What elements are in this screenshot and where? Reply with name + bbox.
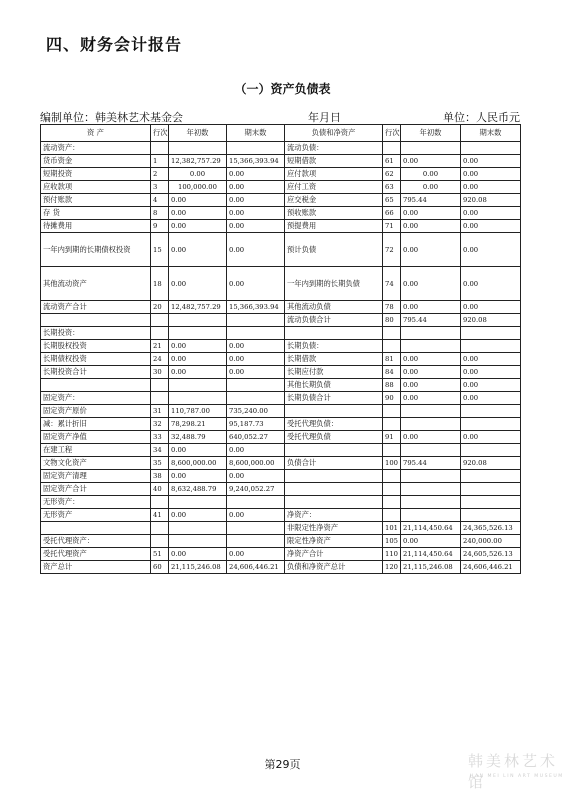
asset-line-no: 41 xyxy=(151,509,169,522)
table-header-row xyxy=(41,125,521,142)
liability-item xyxy=(285,470,383,483)
liability-end-value xyxy=(461,483,521,496)
liability-end-value: 920.08 xyxy=(461,314,521,327)
liability-line-no xyxy=(383,509,401,522)
liability-line-no: 62 xyxy=(383,168,401,181)
asset-item: 预付账款 xyxy=(41,194,151,207)
asset-item: 货币资金 xyxy=(41,155,151,168)
table-row xyxy=(41,444,521,457)
asset-end-value: 0.00 xyxy=(227,366,285,379)
liability-end-value: 0.00 xyxy=(461,267,521,301)
liability-begin-value xyxy=(401,418,461,431)
asset-item: 待摊费用 xyxy=(41,220,151,233)
asset-line-no xyxy=(151,392,169,405)
table-row xyxy=(41,405,521,418)
liability-begin-value: 795.44 xyxy=(401,457,461,470)
liability-line-no xyxy=(383,470,401,483)
header-liabilities: 负债和净资产 xyxy=(285,125,383,142)
liability-end-value: 0.00 xyxy=(461,207,521,220)
asset-end-value: 9,240,052.27 xyxy=(227,483,285,496)
asset-end-value xyxy=(227,392,285,405)
liability-end-value: 920.08 xyxy=(461,194,521,207)
asset-item: 受托代理资产 xyxy=(41,548,151,561)
liability-end-value: 0.00 xyxy=(461,181,521,194)
asset-begin-value: 0.00 xyxy=(169,220,227,233)
liability-line-no xyxy=(383,142,401,155)
asset-item: 减：累计折旧 xyxy=(41,418,151,431)
asset-item: 流动资产： xyxy=(41,142,151,155)
liability-end-value xyxy=(461,509,521,522)
liability-begin-value: 795.44 xyxy=(401,194,461,207)
asset-item: 短期投资 xyxy=(41,168,151,181)
page-number: 第29页 xyxy=(264,758,301,771)
asset-end-value: 95,187.73 xyxy=(227,418,285,431)
liability-begin-value: 0.00 xyxy=(401,392,461,405)
asset-line-no: 3 xyxy=(151,181,169,194)
liability-begin-value: 0.00 xyxy=(401,431,461,444)
asset-end-value: 0.00 xyxy=(227,340,285,353)
asset-item: 流动资产合计 xyxy=(41,301,151,314)
liability-line-no: 105 xyxy=(383,535,401,548)
asset-begin-value xyxy=(169,535,227,548)
table-row xyxy=(41,483,521,496)
asset-item: 资产总计 xyxy=(41,561,151,574)
liability-line-no: 91 xyxy=(383,431,401,444)
table-row xyxy=(41,220,521,233)
asset-begin-value xyxy=(169,327,227,340)
liability-end-value xyxy=(461,142,521,155)
asset-begin-value: 0.00 xyxy=(169,548,227,561)
liability-line-no: 63 xyxy=(383,181,401,194)
liability-line-no: 100 xyxy=(383,457,401,470)
liability-item: 长期负债合计 xyxy=(285,392,383,405)
asset-end-value: 0.00 xyxy=(227,548,285,561)
liability-line-no xyxy=(383,496,401,509)
table-row xyxy=(41,142,521,155)
liability-begin-value xyxy=(401,483,461,496)
asset-begin-value: 0.00 xyxy=(169,233,227,267)
liability-begin-value: 21,114,450.64 xyxy=(401,548,461,561)
asset-item: 固定资产净值 xyxy=(41,431,151,444)
liability-item: 应交税金 xyxy=(285,194,383,207)
asset-line-no: 34 xyxy=(151,444,169,457)
liability-item xyxy=(285,496,383,509)
asset-line-no: 2 xyxy=(151,168,169,181)
asset-end-value: 0.00 xyxy=(227,233,285,267)
liability-line-no: 101 xyxy=(383,522,401,535)
asset-begin-value: 0.00 xyxy=(169,168,227,181)
liability-item: 净资产合计 xyxy=(285,548,383,561)
asset-begin-value: 8,632,488.79 xyxy=(169,483,227,496)
asset-item: 固定资产清理 xyxy=(41,470,151,483)
watermark-text: 韩美林艺术馆 xyxy=(468,752,559,791)
museum-watermark xyxy=(468,750,564,791)
liability-line-no xyxy=(383,444,401,457)
asset-begin-value: 0.00 xyxy=(169,444,227,457)
liability-begin-value: 0.00 xyxy=(401,366,461,379)
liability-end-value: 0.00 xyxy=(461,168,521,181)
asset-begin-value: 12,382,757.29 xyxy=(169,155,227,168)
liability-end-value xyxy=(461,327,521,340)
liability-line-no: 84 xyxy=(383,366,401,379)
liability-item: 应付工资 xyxy=(285,181,383,194)
liability-end-value: 24,606,446.21 xyxy=(461,561,521,574)
liability-item: 长期应付款 xyxy=(285,366,383,379)
liability-begin-value xyxy=(401,496,461,509)
header-begin-balance: 年初数 xyxy=(169,125,227,142)
asset-end-value xyxy=(227,327,285,340)
liability-begin-value: 0.00 xyxy=(401,233,461,267)
asset-end-value: 0.00 xyxy=(227,353,285,366)
asset-item: 无形资产： xyxy=(41,496,151,509)
liability-begin-value xyxy=(401,142,461,155)
asset-end-value: 0.00 xyxy=(227,267,285,301)
liability-begin-value: 0.00 xyxy=(401,181,461,194)
asset-item: 固定资产原价 xyxy=(41,405,151,418)
asset-end-value: 735,240.00 xyxy=(227,405,285,418)
asset-item: 无形资产 xyxy=(41,509,151,522)
asset-line-no: 51 xyxy=(151,548,169,561)
asset-item xyxy=(41,522,151,535)
liability-item xyxy=(285,444,383,457)
asset-item: 长期投资合计 xyxy=(41,366,151,379)
liability-item: 负债和净资产总计 xyxy=(285,561,383,574)
liability-end-value: 240,000.00 xyxy=(461,535,521,548)
asset-line-no xyxy=(151,314,169,327)
liability-begin-value xyxy=(401,444,461,457)
liability-begin-value: 0.00 xyxy=(401,267,461,301)
table-row xyxy=(41,314,521,327)
liability-item: 流动负债合计 xyxy=(285,314,383,327)
liability-line-no: 65 xyxy=(383,194,401,207)
liability-begin-value: 0.00 xyxy=(401,155,461,168)
asset-begin-value xyxy=(169,392,227,405)
liability-item: 一年内到期的长期负债 xyxy=(285,267,383,301)
table-row xyxy=(41,340,521,353)
balance-sheet-body xyxy=(41,142,521,574)
liability-begin-value: 0.00 xyxy=(401,353,461,366)
liability-end-value: 24,605,526.13 xyxy=(461,548,521,561)
asset-end-value: 0.00 xyxy=(227,444,285,457)
org-label: 编制单位：韩美林艺术基金会 xyxy=(40,111,183,124)
section-title: 四、财务会计报告 xyxy=(46,35,183,54)
report-meta-line xyxy=(40,109,520,123)
balance-sheet-table xyxy=(40,124,521,574)
liability-line-no: 71 xyxy=(383,220,401,233)
header-assets: 资 产 xyxy=(41,125,151,142)
table-row xyxy=(41,418,521,431)
asset-line-no: 15 xyxy=(151,233,169,267)
header-end-balance: 期末数 xyxy=(227,125,285,142)
asset-line-no: 35 xyxy=(151,457,169,470)
asset-item: 存 货 xyxy=(41,207,151,220)
liability-begin-value: 21,114,450.64 xyxy=(401,522,461,535)
asset-begin-value: 0.00 xyxy=(169,470,227,483)
asset-item xyxy=(41,314,151,327)
asset-begin-value: 78,298.21 xyxy=(169,418,227,431)
asset-line-no: 20 xyxy=(151,301,169,314)
liability-line-no: 61 xyxy=(383,155,401,168)
table-row xyxy=(41,267,521,301)
table-row xyxy=(41,181,521,194)
asset-line-no: 24 xyxy=(151,353,169,366)
asset-item: 固定资产合计 xyxy=(41,483,151,496)
liability-begin-value xyxy=(401,470,461,483)
liability-end-value: 0.00 xyxy=(461,379,521,392)
asset-line-no: 1 xyxy=(151,155,169,168)
liability-item: 预计负债 xyxy=(285,233,383,267)
liability-end-value xyxy=(461,496,521,509)
asset-line-no: 40 xyxy=(151,483,169,496)
liability-end-value: 0.00 xyxy=(461,431,521,444)
asset-item: 长期投资： xyxy=(41,327,151,340)
asset-item: 应收款项 xyxy=(41,181,151,194)
liability-item: 净资产： xyxy=(285,509,383,522)
liability-item: 流动负债： xyxy=(285,142,383,155)
asset-end-value xyxy=(227,142,285,155)
liability-begin-value xyxy=(401,340,461,353)
liability-item xyxy=(285,483,383,496)
liability-item xyxy=(285,327,383,340)
asset-begin-value xyxy=(169,142,227,155)
asset-line-no: 60 xyxy=(151,561,169,574)
header-end-balance: 期末数 xyxy=(461,125,521,142)
asset-begin-value: 0.00 xyxy=(169,267,227,301)
asset-end-value: 640,052.27 xyxy=(227,431,285,444)
liability-end-value xyxy=(461,418,521,431)
asset-line-no xyxy=(151,496,169,509)
liability-line-no: 88 xyxy=(383,379,401,392)
table-row xyxy=(41,457,521,470)
liability-line-no xyxy=(383,405,401,418)
liability-item xyxy=(285,405,383,418)
liability-item: 短期借款 xyxy=(285,155,383,168)
asset-end-value xyxy=(227,314,285,327)
liability-end-value xyxy=(461,405,521,418)
asset-begin-value: 0.00 xyxy=(169,509,227,522)
liability-begin-value: 795.44 xyxy=(401,314,461,327)
liability-item: 长期负债： xyxy=(285,340,383,353)
asset-line-no: 21 xyxy=(151,340,169,353)
asset-end-value: 0.00 xyxy=(227,220,285,233)
asset-line-no: 8 xyxy=(151,207,169,220)
asset-line-no xyxy=(151,327,169,340)
table-row xyxy=(41,509,521,522)
table-row xyxy=(41,301,521,314)
watermark-subtext: HAN MEI LIN ART MUSEUM xyxy=(470,774,564,779)
table-row xyxy=(41,392,521,405)
liability-end-value: 24,365,526.13 xyxy=(461,522,521,535)
asset-begin-value: 0.00 xyxy=(169,340,227,353)
liability-end-value: 0.00 xyxy=(461,220,521,233)
table-row xyxy=(41,233,521,267)
liability-begin-value: 0.00 xyxy=(401,301,461,314)
liability-end-value: 920.08 xyxy=(461,457,521,470)
table-row xyxy=(41,379,521,392)
table-row xyxy=(41,207,521,220)
liability-begin-value: 21,115,246.08 xyxy=(401,561,461,574)
asset-item: 在建工程 xyxy=(41,444,151,457)
asset-item: 文物文化资产 xyxy=(41,457,151,470)
liability-line-no: 72 xyxy=(383,233,401,267)
liability-line-no xyxy=(383,340,401,353)
asset-item: 其他流动资产 xyxy=(41,267,151,301)
liability-item: 受托代理负债： xyxy=(285,418,383,431)
table-row xyxy=(41,470,521,483)
asset-end-value: 15,366,393.94 xyxy=(227,301,285,314)
asset-begin-value: 21,115,246.08 xyxy=(169,561,227,574)
asset-line-no: 30 xyxy=(151,366,169,379)
asset-line-no xyxy=(151,379,169,392)
asset-item: 一年内到期的长期债权投资 xyxy=(41,233,151,267)
liability-end-value xyxy=(461,470,521,483)
asset-end-value: 0.00 xyxy=(227,181,285,194)
asset-end-value xyxy=(227,496,285,509)
asset-item: 长期股权投资 xyxy=(41,340,151,353)
table-row xyxy=(41,535,521,548)
asset-end-value: 8,600,000.00 xyxy=(227,457,285,470)
asset-line-no: 32 xyxy=(151,418,169,431)
liability-end-value xyxy=(461,340,521,353)
table-row xyxy=(41,194,521,207)
liability-line-no: 66 xyxy=(383,207,401,220)
liability-item: 非限定性净资产 xyxy=(285,522,383,535)
liability-line-no xyxy=(383,327,401,340)
asset-begin-value: 0.00 xyxy=(169,207,227,220)
table-row xyxy=(41,561,521,574)
liability-begin-value xyxy=(401,405,461,418)
table-row xyxy=(41,353,521,366)
liability-item: 其他流动负债 xyxy=(285,301,383,314)
header-begin-balance: 年初数 xyxy=(401,125,461,142)
liability-item: 预收账款 xyxy=(285,207,383,220)
asset-end-value: 0.00 xyxy=(227,509,285,522)
header-line-no: 行次 xyxy=(383,125,401,142)
table-row xyxy=(41,155,521,168)
asset-end-value: 0.00 xyxy=(227,168,285,181)
liability-end-value: 0.00 xyxy=(461,353,521,366)
asset-item: 受托代理资产： xyxy=(41,535,151,548)
asset-end-value xyxy=(227,379,285,392)
liability-line-no: 74 xyxy=(383,267,401,301)
liability-end-value: 0.00 xyxy=(461,233,521,267)
liability-end-value: 0.00 xyxy=(461,392,521,405)
asset-line-no xyxy=(151,535,169,548)
table-row xyxy=(41,522,521,535)
date-label: 年月日 xyxy=(308,111,341,124)
liability-begin-value: 0.00 xyxy=(401,207,461,220)
asset-begin-value: 0.00 xyxy=(169,366,227,379)
asset-item xyxy=(41,379,151,392)
table-row xyxy=(41,431,521,444)
liability-line-no: 110 xyxy=(383,548,401,561)
asset-begin-value: 12,482,757.29 xyxy=(169,301,227,314)
liability-item: 长期借款 xyxy=(285,353,383,366)
liability-line-no xyxy=(383,483,401,496)
liability-item: 其他长期负债 xyxy=(285,379,383,392)
asset-line-no: 4 xyxy=(151,194,169,207)
liability-item: 应付款项 xyxy=(285,168,383,181)
asset-begin-value: 8,600,000.00 xyxy=(169,457,227,470)
table-row xyxy=(41,366,521,379)
asset-line-no xyxy=(151,522,169,535)
liability-begin-value: 0.00 xyxy=(401,379,461,392)
asset-end-value: 0.00 xyxy=(227,470,285,483)
liability-line-no: 81 xyxy=(383,353,401,366)
asset-begin-value xyxy=(169,314,227,327)
asset-end-value xyxy=(227,522,285,535)
liability-begin-value: 0.00 xyxy=(401,168,461,181)
liability-item: 预提费用 xyxy=(285,220,383,233)
asset-line-no: 38 xyxy=(151,470,169,483)
table-title: （一）资产负债表 xyxy=(234,82,331,96)
asset-begin-value xyxy=(169,496,227,509)
asset-line-no: 9 xyxy=(151,220,169,233)
liability-end-value: 0.00 xyxy=(461,301,521,314)
asset-line-no: 18 xyxy=(151,267,169,301)
asset-begin-value: 32,488.79 xyxy=(169,431,227,444)
asset-end-value: 0.00 xyxy=(227,207,285,220)
currency-unit-label: 单位：人民币元 xyxy=(443,111,520,124)
liability-item: 受托代理负债 xyxy=(285,431,383,444)
asset-begin-value xyxy=(169,379,227,392)
liability-begin-value: 0.00 xyxy=(401,220,461,233)
liability-end-value: 0.00 xyxy=(461,366,521,379)
liability-begin-value xyxy=(401,509,461,522)
asset-begin-value: 110,787.00 xyxy=(169,405,227,418)
asset-item: 长期债权投资 xyxy=(41,353,151,366)
asset-begin-value: 100,000.00 xyxy=(169,181,227,194)
liability-line-no: 78 xyxy=(383,301,401,314)
asset-line-no: 33 xyxy=(151,431,169,444)
liability-line-no: 80 xyxy=(383,314,401,327)
asset-line-no: 31 xyxy=(151,405,169,418)
asset-end-value: 0.00 xyxy=(227,194,285,207)
table-row xyxy=(41,496,521,509)
liability-line-no xyxy=(383,418,401,431)
liability-item: 限定性净资产 xyxy=(285,535,383,548)
asset-begin-value xyxy=(169,522,227,535)
table-row xyxy=(41,168,521,181)
asset-end-value: 24,606,446.21 xyxy=(227,561,285,574)
asset-end-value xyxy=(227,535,285,548)
liability-item: 负债合计 xyxy=(285,457,383,470)
asset-line-no xyxy=(151,142,169,155)
header-line-no: 行次 xyxy=(151,125,169,142)
table-row xyxy=(41,548,521,561)
liability-line-no: 120 xyxy=(383,561,401,574)
liability-line-no: 90 xyxy=(383,392,401,405)
liability-end-value xyxy=(461,444,521,457)
asset-begin-value: 0.00 xyxy=(169,194,227,207)
asset-begin-value: 0.00 xyxy=(169,353,227,366)
asset-end-value: 15,366,393.94 xyxy=(227,155,285,168)
liability-end-value: 0.00 xyxy=(461,155,521,168)
asset-item: 固定资产： xyxy=(41,392,151,405)
liability-begin-value: 0.00 xyxy=(401,535,461,548)
table-row xyxy=(41,327,521,340)
liability-begin-value xyxy=(401,327,461,340)
